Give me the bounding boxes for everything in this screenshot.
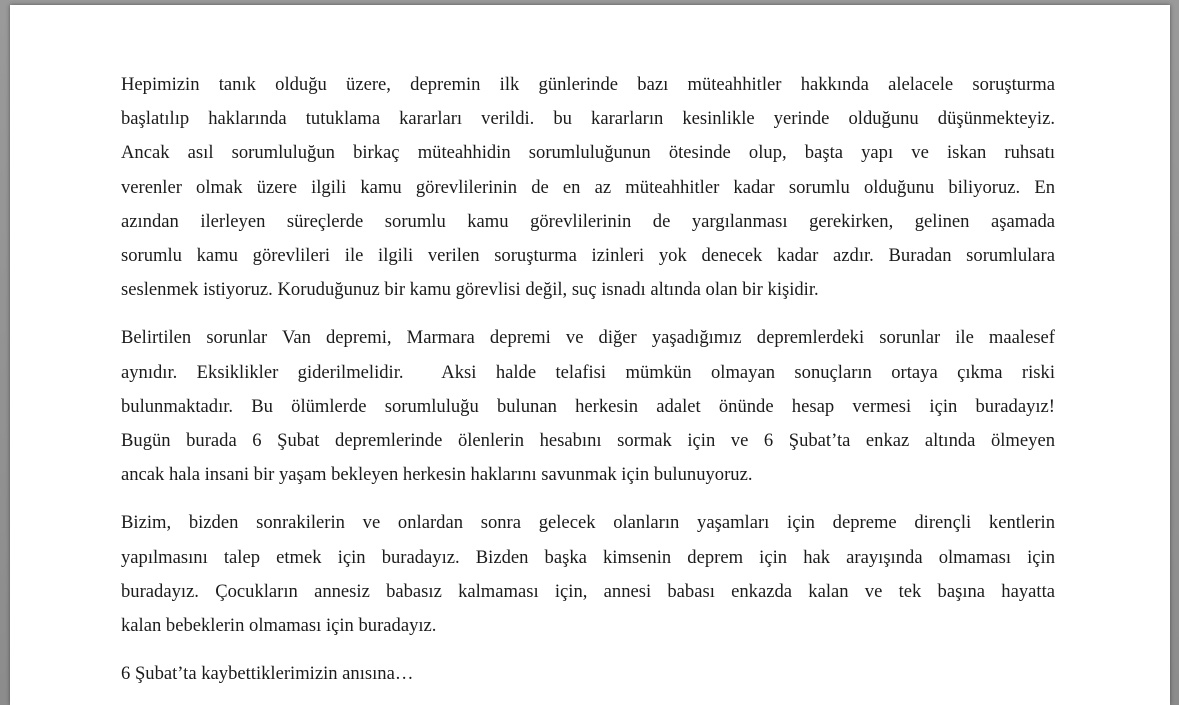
text-line: başlatılıp haklarında tutuklama kararları verildi. bu kararların kesinlikle yerinde olduğunu düşünmekteyiz. bbox=[121, 108, 1055, 130]
text-line: buradayız. Çocukların annesiz babasız kalmaması için, annesi babası enkazda kalan ve tek başına hayatta bbox=[121, 580, 1055, 602]
paragraph-1 bbox=[121, 68, 1055, 307]
text-line: ancak hala insani bir yaşam bekleyen herkesin haklarını savunmak için bulunuyoruz. bbox=[121, 464, 753, 486]
text-line: Bizim, bizden sonrakilerin ve onlardan sonra gelecek olanların yaşamları için depreme dirençli kentlerin bbox=[121, 512, 1055, 534]
text-line: verenler olmak üzere ilgili kamu görevlilerinin de en az müteahhitler kadar sorumlu olduğunu biliyoruz. En bbox=[121, 176, 1055, 198]
text-line: seslenmek istiyoruz. Koruduğunuz bir kamu görevlisi değil, suç isnadı altında olan bir kişidir. bbox=[121, 279, 819, 301]
document-page bbox=[10, 5, 1170, 705]
text-line: Hepimizin tanık olduğu üzere, depremin ilk günlerinde bazı müteahhitler hakkında alelacele soruşturma bbox=[121, 74, 1055, 95]
paragraph-2 bbox=[121, 321, 1055, 492]
text-line: Bugün burada 6 Şubat depremlerinde ölenlerin hesabını sormak için ve 6 Şubat’ta enkaz altında ölmeyen bbox=[121, 430, 1055, 452]
text-line: sorumlu kamu görevlileri ile ilgili verilen soruşturma izinleri yok denecek kadar azdır. Buradan sorumlulara bbox=[121, 245, 1055, 267]
text-line: bulunmaktadır. Bu ölümlerde sorumluluğu bulunan herkesin adalet önünde hesap vermesi için buradayız! bbox=[121, 395, 1055, 417]
paragraph-3 bbox=[121, 506, 1055, 643]
document-body bbox=[121, 68, 1055, 691]
text-line: azından ilerleyen süreçlerde sorumlu kamu görevlilerinin de yargılanması gerekirken, gelinen aşamada bbox=[121, 210, 1055, 232]
closing-line: 6 Şubat’ta kaybettiklerimizin anısına… bbox=[121, 663, 414, 685]
text-line: Belirtilen sorunlar Van depremi, Marmara depremi ve diğer yaşadığımız depremlerdeki sorunlar ile maalesef bbox=[121, 327, 1055, 349]
text-line: aynıdır. Eksiklikler giderilmelidir. Aksi halde telafisi mümkün olmayan sonuçların ortaya çıkma riski bbox=[121, 361, 1055, 383]
text-line: kalan bebeklerin olmaması için buradayız. bbox=[121, 615, 437, 637]
text-line: Ancak asıl sorumluluğun birkaç müteahhidin sorumluluğunun ötesinde olup, başta yapı ve iskan ruhsatı bbox=[121, 142, 1055, 164]
text-line: yapılmasını talep etmek için buradayız. Bizden başka kimsenin deprem için hak arayışında olmaması için bbox=[121, 546, 1055, 568]
